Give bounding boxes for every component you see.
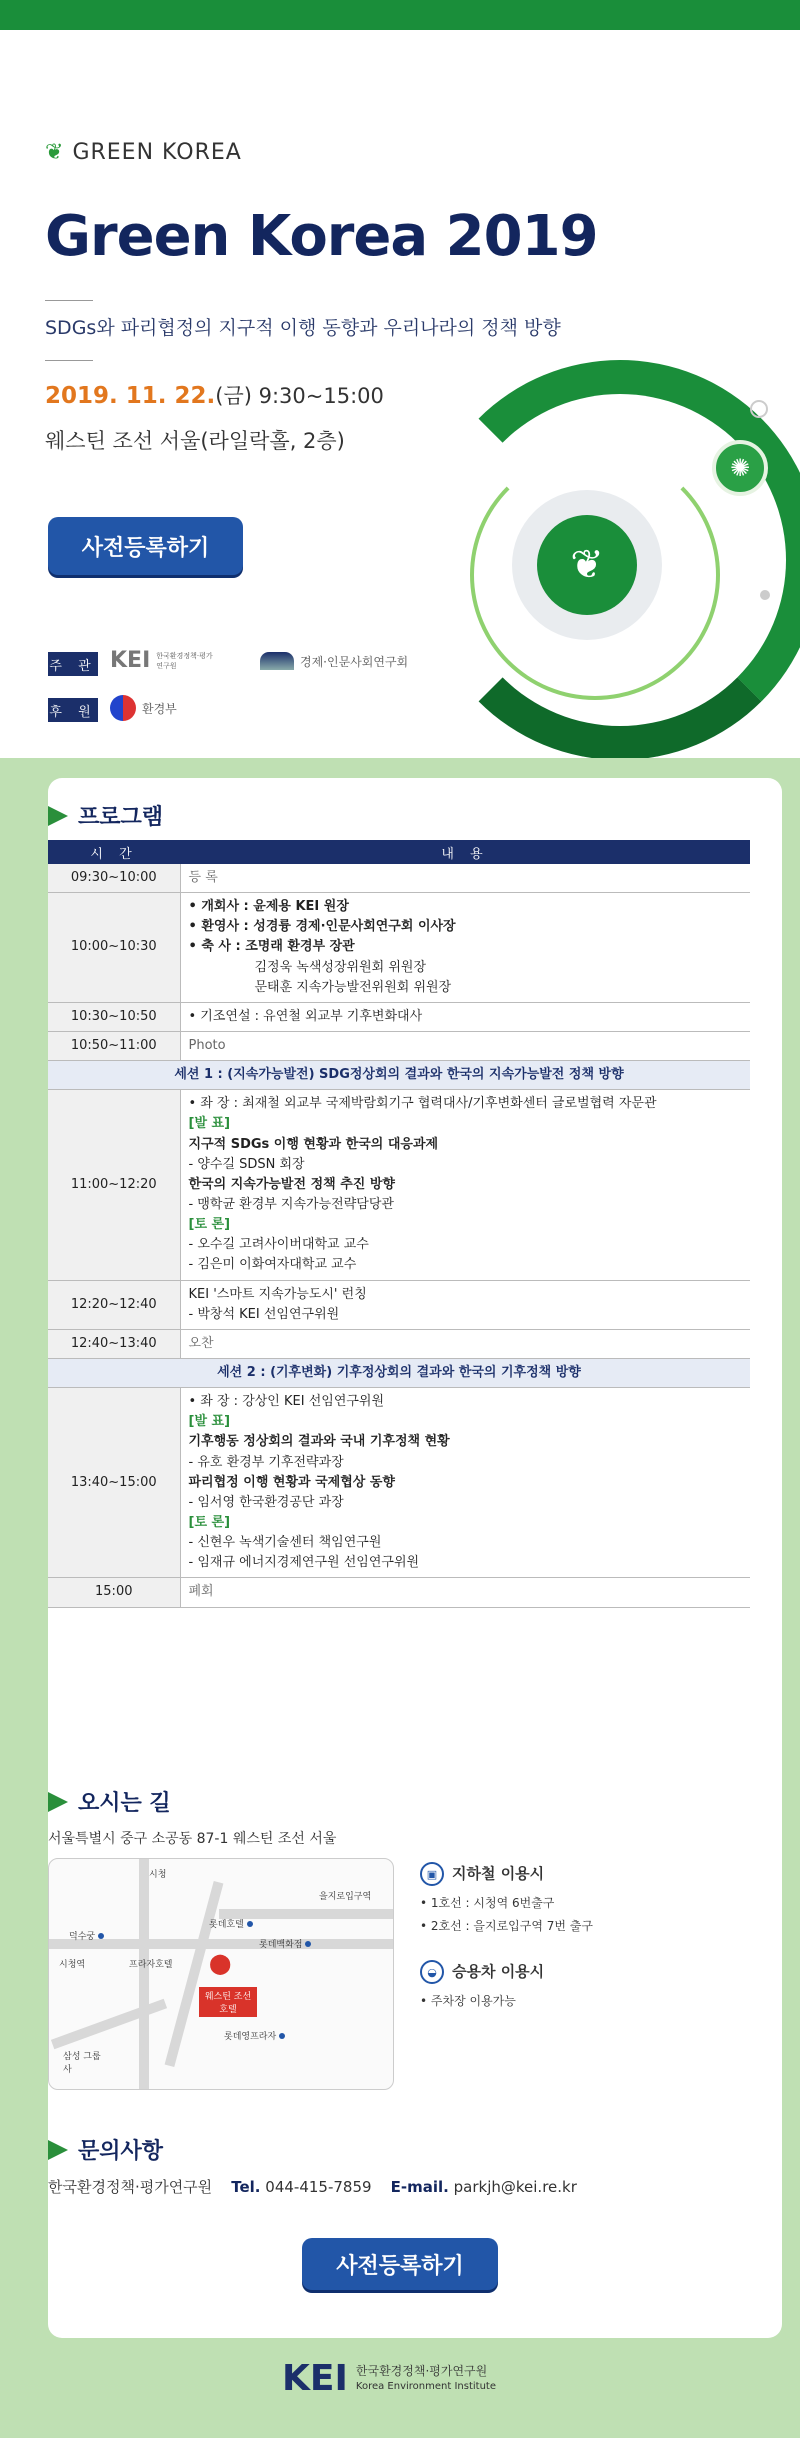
nrc-icon: [260, 652, 294, 670]
event-date: 2019. 11. 22.(금) 9:30~15:00: [45, 383, 384, 409]
table-row: [48, 864, 750, 893]
host-badge: 주 관: [48, 652, 98, 676]
register-button[interactable]: 사전등록하기: [48, 517, 243, 575]
session-title: 세션 1 : (지속가능발전) SDG정상회의 결과와 한국의 지속가능발전 정책 방향: [48, 1061, 750, 1090]
program-table: [48, 840, 750, 1608]
westin-marker: 웨스틴 조선호텔: [199, 1987, 257, 2017]
time-cell: 09:30~10:00: [48, 864, 180, 893]
nrc-logo: 경제·인문사회연구회: [260, 652, 408, 670]
map-label: 롯데호텔: [209, 1917, 253, 1930]
map-label: 롯데백화점: [259, 1937, 311, 1950]
register-button-bottom[interactable]: 사전등록하기: [302, 2238, 498, 2290]
table-row: [48, 1031, 750, 1060]
page-title: Green Korea 2019: [45, 204, 598, 269]
korea-map-icon: ❦: [537, 515, 637, 615]
location-map[interactable]: [48, 1858, 394, 2090]
triangle-icon: [48, 1792, 68, 1812]
subway-info: ▣ 지하철 이용시 • 1호선 : 시청역 6번출구 • 2호선 : 을지로입구역 7번 출구: [420, 1862, 593, 1934]
col-content: 내 용: [180, 840, 750, 864]
session-row: [48, 1061, 750, 1090]
globe-circle: [512, 490, 662, 640]
directions-heading: 오시는 길: [48, 1786, 171, 1817]
content-cell: • 개회사 : 윤제용 KEI 원장 • 환영사 : 성경륭 경제·인문사회연구회 이사장 • 축 사 : 조명래 환경부 장관 김정욱 녹색성장위원회 위원장 문태훈 지속가능발전위원회 위원장: [180, 893, 750, 1003]
email-link[interactable]: parkjh@kei.re.kr: [453, 2178, 577, 2196]
session-row: [48, 1358, 750, 1387]
hero-section: [0, 30, 800, 758]
time-cell: 15:00: [48, 1578, 180, 1607]
contact-heading: 문의사항: [48, 2134, 163, 2165]
event-venue: 웨스틴 조선 서울(라일락홀, 2층): [45, 429, 345, 453]
time-cell: 12:40~13:40: [48, 1329, 180, 1358]
time-cell: 12:20~12:40: [48, 1280, 180, 1329]
time-cell: 10:50~11:00: [48, 1031, 180, 1060]
triangle-icon: [48, 2140, 68, 2160]
moe-logo: 환경부: [110, 695, 177, 721]
map-label: 덕수궁: [69, 1929, 104, 1942]
taegeuk-icon: [110, 695, 136, 721]
table-row: [48, 1090, 750, 1280]
time-cell: 10:30~10:50: [48, 1002, 180, 1031]
deco-dot: [760, 590, 770, 600]
map-label: 프라자호텔: [129, 1960, 173, 1970]
map-label: 삼성 그룹사: [63, 2052, 101, 2075]
green-korea-logo: ❦ GREEN KOREA: [45, 140, 242, 165]
triangle-icon: [48, 806, 68, 826]
map-road: [51, 1999, 167, 2049]
contact-info: 한국환경정책·평가연구원 Tel. 044-415-7859 E-mail. parkjh@kei.re.kr: [48, 2178, 577, 2196]
table-row: [48, 893, 750, 1003]
map-label: 을지로입구역: [319, 1892, 372, 1902]
top-bar: [0, 0, 800, 30]
time-cell: 11:00~12:20: [48, 1090, 180, 1280]
table-row: [48, 1002, 750, 1031]
car-icon: ◒: [420, 1960, 444, 1984]
time-cell: 13:40~15:00: [48, 1388, 180, 1578]
car-info: ◒ 승용차 이용시 • 주차장 이용가능: [420, 1960, 544, 2009]
session-title: 세션 2 : (기후변화) 기후정상회의 결과와 한국의 기후정책 방향: [48, 1358, 750, 1387]
divider: [45, 360, 93, 361]
time-cell: 10:00~10:30: [48, 893, 180, 1003]
content-cell: 오찬: [180, 1329, 750, 1358]
table-row: [48, 1329, 750, 1358]
map-label: 시청: [149, 1870, 167, 1880]
kei-logo: KEI 한국환경정책·평가연구원: [110, 648, 213, 673]
content-cell: 폐회: [180, 1578, 750, 1607]
program-heading: 프로그램: [48, 800, 163, 831]
lightbulb-icon: ✺: [712, 440, 768, 496]
content-cell: KEI '스마트 지속가능도시' 런칭 - 박창석 KEI 선임연구위원: [180, 1280, 750, 1329]
content-cell: 등 록: [180, 864, 750, 893]
sponsor-badge: 후 원: [48, 698, 98, 722]
deco-dot: [750, 400, 768, 418]
content-cell: • 기조연설 : 유연철 외교부 기후변화대사: [180, 1002, 750, 1031]
divider: [45, 300, 93, 301]
table-row: [48, 1280, 750, 1329]
table-row: [48, 1578, 750, 1607]
footer-logo: KEI 한국환경정책·평가연구원 Korea Environment Institute: [282, 2358, 496, 2399]
content-cell: Photo: [180, 1031, 750, 1060]
map-label: 롯데영프라자: [224, 2029, 285, 2042]
subtitle: SDGs와 파리협정의 지구적 이행 동향과 우리나라의 정책 방향: [45, 317, 561, 339]
content-cell: • 좌 장 : 강상인 KEI 선임연구위원 [발 표] 기후행동 정상회의 결과와 국내 기후정책 현황 - 유호 환경부 기후전략과장 파리협정 이행 현황과 국제협상 동향 - 임서영 한국환경공단 과장 [토 론] - 신현우 녹색기술센터 책임연구원 - 임재규 에너지경제연구원 선임연구위원: [180, 1388, 750, 1578]
map-label: 시청역: [59, 1960, 86, 1970]
map-pin-icon: ⬤: [209, 1951, 232, 1975]
col-time: 시 간: [48, 840, 180, 864]
map-road: [139, 1859, 149, 2090]
table-row: [48, 1388, 750, 1578]
content-cell: • 좌 장 : 최재철 외교부 국제박람회기구 협력대사/기후변화센터 글로벌협력 자문관 [발 표] 지구적 SDGs 이행 현황과 한국의 대응과제 - 양수길 SDSN 회장 한국의 지속가능발전 정책 추진 방향 - 맹학균 환경부 지속가능전략담당관 [토 론] - 오수길 고려사이버대학교 교수 - 김은미 이화여자대학교 교수: [180, 1090, 750, 1280]
address: 서울특별시 중구 소공동 87-1 웨스틴 조선 서울: [48, 1831, 337, 1847]
train-icon: ▣: [420, 1862, 444, 1886]
